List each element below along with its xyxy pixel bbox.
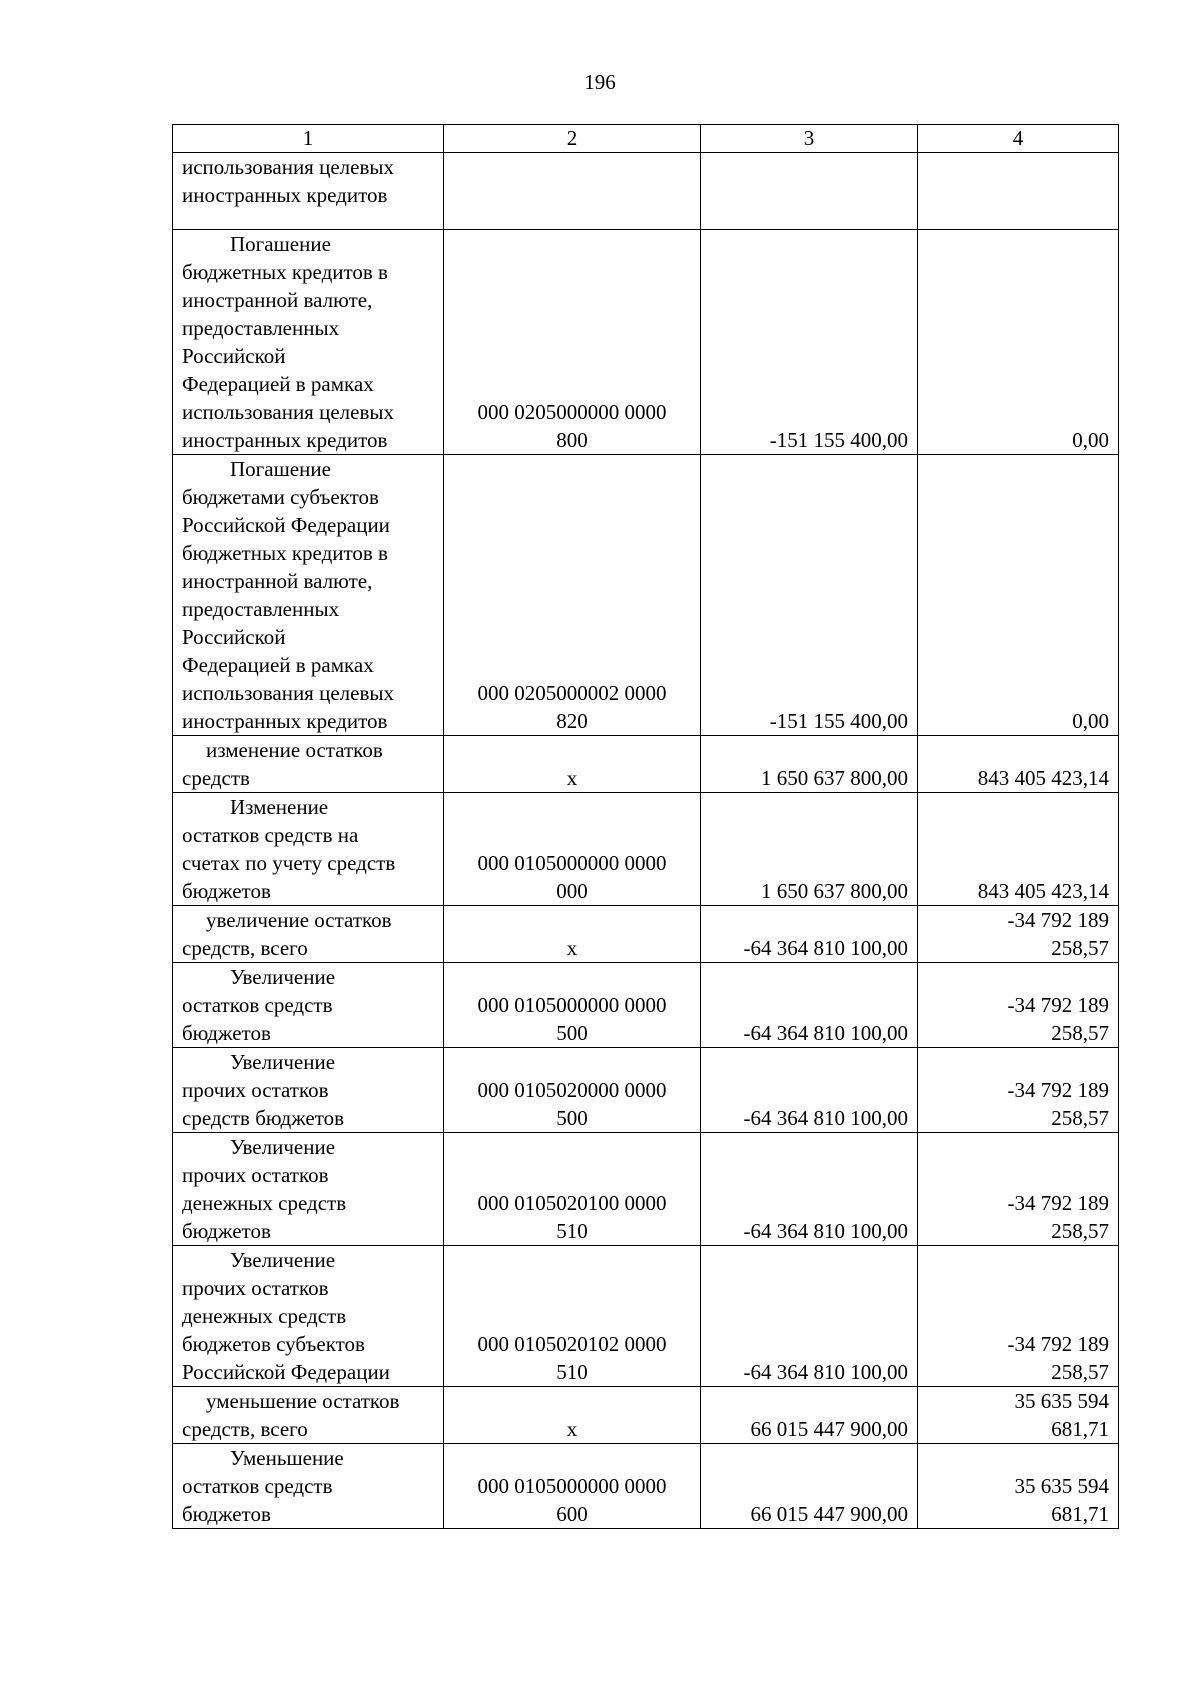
row-name [173,906,444,963]
table-row [173,793,1119,906]
row-code-line: 000 0105000000 0000 [477,993,667,1017]
row-code [444,736,701,793]
row-actual-value-line: -34 792 189 [1007,993,1109,1017]
row-plan-value-line: 66 015 447 900,00 [750,1502,908,1526]
row-actual-value-line: 0,00 [1072,428,1109,452]
row-name-line: остатков средств [182,1474,333,1498]
row-name-line: уменьшение остатков [206,1389,400,1413]
row-name-line: бюджетов [182,1021,271,1045]
row-name [173,1133,444,1246]
row-actual-value [918,1246,1119,1387]
row-name-line: денежных средств [182,1304,347,1328]
row-name-line: счетах по учету средств [182,851,396,875]
row-actual-value [918,455,1119,736]
row-plan-value [701,1133,918,1246]
row-name-line: Федерацией в рамках [182,653,374,677]
row-actual-value [918,736,1119,793]
row-plan-value-line: -151 155 400,00 [769,428,908,452]
row-plan-value-line: -64 364 810 100,00 [743,1106,908,1130]
row-name-line: прочих остатков [182,1276,329,1300]
row-name-line: Погашение [230,457,331,481]
row-name-line: Увеличение [230,1050,336,1074]
row-name-line: бюджетов [182,1219,271,1243]
row-actual-value-line: 258,57 [1051,1219,1109,1243]
row-code [444,963,701,1048]
row-actual-value-line: -34 792 189 [1007,1191,1109,1215]
row-code-line: 500 [556,1021,588,1045]
row-plan-value-line: -64 364 810 100,00 [743,1360,908,1384]
row-name-line: бюджетов субъектов [182,1332,365,1356]
row-actual-value-line: 258,57 [1051,1360,1109,1384]
row-name [173,793,444,906]
row-code-line: 510 [556,1219,588,1243]
row-plan-value [701,1444,918,1529]
row-actual-value [918,230,1119,455]
row-code [444,1133,701,1246]
row-name-line: средств [182,766,250,790]
row-actual-value [918,1444,1119,1529]
row-plan-value-line: 1 650 637 800,00 [761,879,908,903]
row-code-line: 000 0105020000 0000 [477,1078,667,1102]
row-name-line: прочих остатков [182,1078,329,1102]
row-name-line: увеличение остатков [206,908,392,932]
row-name-line: бюджетов [182,879,271,903]
row-code [444,455,701,736]
table-row [173,230,1119,455]
row-actual-value-line: 258,57 [1051,1021,1109,1045]
table-row [173,1133,1119,1246]
row-name-line: бюджетных кредитов в [182,541,388,565]
row-actual-value-line: -34 792 189 [1007,1078,1109,1102]
row-plan-value [701,736,918,793]
row-name-line: средств, всего [182,1417,308,1441]
table-row [173,153,1119,230]
table-row [173,736,1119,793]
row-name-line: иностранных кредитов [182,709,388,733]
row-name-line: Уменьшение [230,1446,344,1470]
row-actual-value-line: -34 792 189 [1007,1332,1109,1356]
row-name [173,1246,444,1387]
row-name-line: предоставленных [182,597,340,621]
table-row [173,1387,1119,1444]
row-name-line: Увеличение [230,965,336,989]
row-code [444,906,701,963]
row-code-line: x [566,1417,578,1441]
row-plan-value-line: -64 364 810 100,00 [743,936,908,960]
table-row [173,1048,1119,1133]
row-actual-value [918,1048,1119,1133]
row-plan-value [701,230,918,455]
row-plan-value [701,1246,918,1387]
row-name [173,963,444,1048]
row-name-line: изменение остатков [206,738,383,762]
row-code-line: 000 0205000002 0000 [477,681,667,705]
row-code-line: x [566,936,578,960]
row-plan-value [701,153,918,230]
row-name [173,1444,444,1529]
row-code-line: 820 [556,709,588,733]
row-name-line: остатков средств на [182,823,359,847]
row-code [444,1444,701,1529]
column-number-4: 4 [918,125,1119,153]
row-actual-value-line: 258,57 [1051,1106,1109,1130]
row-name [173,736,444,793]
table-row [173,906,1119,963]
row-code-line: 000 0205000000 0000 [477,400,667,424]
row-actual-value-line: 843 405 423,14 [977,879,1109,903]
row-name-line: прочих остатков [182,1163,329,1187]
page-number: 196 [584,70,616,94]
row-name-line: Федерацией в рамках [182,372,374,396]
row-name-line: использования целевых [182,155,394,179]
row-actual-value-line: 258,57 [1051,936,1109,960]
row-name-line: средств, всего [182,936,308,960]
row-name-line: иностранных кредитов [182,183,388,207]
row-code-line: 000 0105000000 0000 [477,851,667,875]
row-code-line: 000 0105000000 0000 [477,1474,667,1498]
row-code-line: 510 [556,1360,588,1384]
row-code [444,793,701,906]
column-number-2: 2 [444,125,701,153]
row-name-line: бюджетов [182,1502,271,1526]
table-row [173,1444,1119,1529]
row-name [173,455,444,736]
row-code-line: x [566,766,578,790]
row-name-line: Погашение [230,232,331,256]
row-name-line: иностранных кредитов [182,428,388,452]
table-row [173,1246,1119,1387]
row-name-line: предоставленных [182,316,340,340]
row-code-line: 500 [556,1106,588,1130]
row-name [173,153,444,230]
row-code-line: 000 0105020100 0000 [477,1191,667,1215]
row-code-line: 800 [556,428,588,452]
row-name-line: иностранной валюте, [182,569,373,593]
column-number-row [173,125,1119,153]
row-name-line: Российской Федерации [182,1360,390,1384]
row-plan-value [701,793,918,906]
row-code [444,1048,701,1133]
row-name-line: использования целевых [182,681,394,705]
row-code [444,230,701,455]
row-name-line: Российской Федерации [182,513,390,537]
row-actual-value [918,153,1119,230]
row-name-line: Увеличение [230,1248,336,1272]
row-actual-value [918,963,1119,1048]
column-number-3: 3 [701,125,918,153]
row-code-line: 000 0105020102 0000 [477,1332,667,1356]
row-actual-value [918,906,1119,963]
row-actual-value-line: 681,71 [1051,1502,1109,1526]
row-code [444,1387,701,1444]
row-plan-value [701,1387,918,1444]
row-plan-value [701,906,918,963]
table-row [173,455,1119,736]
row-name-line: Российской [182,344,286,368]
row-code [444,153,701,230]
row-plan-value [701,963,918,1048]
table-row [173,963,1119,1048]
row-actual-value-line: 843 405 423,14 [977,766,1109,790]
row-plan-value [701,455,918,736]
row-plan-value-line: 1 650 637 800,00 [761,766,908,790]
row-plan-value-line: 66 015 447 900,00 [750,1417,908,1441]
row-name-line: остатков средств [182,993,333,1017]
row-name-line: Изменение [230,795,329,819]
row-name [173,1387,444,1444]
row-name-line: денежных средств [182,1191,347,1215]
budget-sources-table [172,124,1119,1529]
row-actual-value-line: 0,00 [1072,709,1109,733]
row-name-line: использования целевых [182,400,394,424]
row-actual-value [918,1133,1119,1246]
row-actual-value [918,1387,1119,1444]
table-body [173,125,1119,1529]
row-name [173,230,444,455]
row-plan-value [701,1048,918,1133]
row-name-line: средств бюджетов [182,1106,345,1130]
row-plan-value-line: -64 364 810 100,00 [743,1219,908,1243]
row-actual-value-line: -34 792 189 [1007,908,1109,932]
row-plan-value-line: -64 364 810 100,00 [743,1021,908,1045]
row-actual-value [918,793,1119,906]
row-code [444,1246,701,1387]
row-code-line: 600 [556,1502,588,1526]
row-name-line: бюджетами субъектов [182,485,379,509]
row-name-line: Увеличение [230,1135,336,1159]
row-actual-value-line: 35 635 594 [1014,1474,1109,1498]
row-name-line: бюджетных кредитов в [182,260,388,284]
row-plan-value-line: -151 155 400,00 [769,709,908,733]
row-name [173,1048,444,1133]
row-name-line: Российской [182,625,286,649]
row-actual-value-line: 35 635 594 [1014,1389,1109,1413]
column-number-1: 1 [173,125,444,153]
row-name-line: иностранной валюте, [182,288,373,312]
row-actual-value-line: 681,71 [1051,1417,1109,1441]
row-code-line: 000 [556,879,588,903]
